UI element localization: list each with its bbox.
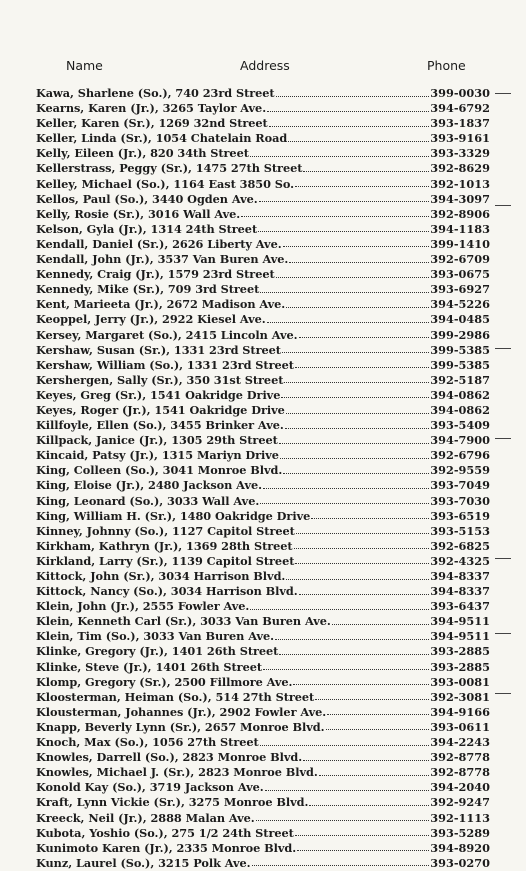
entry-phone: 392-1013 — [430, 176, 490, 191]
directory-entry — [36, 373, 490, 388]
directory-entry — [36, 388, 490, 403]
directory-entry — [36, 282, 490, 297]
entry-phone: 394-2243 — [430, 735, 490, 750]
entry-phone: 393-5153 — [430, 523, 490, 538]
directory-entry — [36, 478, 490, 493]
entry-name-address: Kelly, Rosie (Sr.), 3016 Wall Ave. — [36, 206, 241, 221]
margin-mark — [495, 693, 511, 694]
entry-name-address: Kelson, Gyla (Jr.), 1314 24th Street — [36, 221, 258, 236]
dot-leader — [286, 307, 429, 308]
entry-name-address: Kunimoto Karen (Jr.), 2335 Monroe Blvd. — [36, 840, 297, 855]
dot-leader — [286, 413, 430, 414]
entry-name-address: Kinney, Johnny (So.), 1127 Capitol Street — [36, 523, 295, 538]
dot-leader — [260, 292, 429, 293]
directory-entry — [36, 614, 490, 629]
entry-name-address: Kawa, Sharlene (So.), 740 23rd Street — [36, 86, 275, 100]
margin-mark — [495, 205, 511, 206]
entry-name-address: Kershaw, William (So.), 1331 23rd Street — [36, 357, 294, 372]
entry-phone: 393-0675 — [430, 267, 490, 282]
directory-entry — [36, 705, 490, 720]
directory-entry — [36, 675, 490, 690]
entry-phone: 399-0030 — [430, 86, 490, 100]
header-name: Name — [66, 58, 103, 73]
directory-entry — [36, 448, 490, 463]
entry-name-address: Kittock, Nancy (So.), 3034 Harrison Blvd. — [36, 584, 298, 599]
dot-leader — [289, 262, 429, 263]
directory-entry — [36, 192, 490, 207]
entry-phone: 393-9161 — [430, 131, 490, 146]
entry-phone: 394-0862 — [430, 402, 490, 417]
entry-phone: 392-4325 — [430, 553, 490, 568]
directory-entry — [36, 599, 490, 614]
entry-phone: 394-8920 — [430, 840, 490, 855]
entry-name-address: Kersey, Margaret (So.), 2415 Lincoln Ave. — [36, 327, 298, 342]
entry-phone: 393-6437 — [430, 599, 490, 614]
dot-leader — [267, 322, 430, 323]
entry-name-address: Kellos, Paul (So.), 3440 Ogden Ave. — [36, 191, 258, 206]
entry-phone: 394-9511 — [430, 629, 490, 644]
entry-phone: 394-2040 — [430, 780, 490, 795]
directory-entry — [36, 554, 490, 569]
entry-phone: 393-7049 — [430, 478, 490, 493]
directory-entry — [36, 524, 490, 539]
dot-leader — [282, 352, 429, 353]
directory-entry — [36, 690, 490, 705]
entry-phone: 392-8906 — [430, 206, 490, 221]
margin-mark — [495, 633, 511, 634]
dot-leader — [283, 473, 429, 474]
column-headers — [0, 58, 526, 78]
directory-entry — [36, 131, 490, 146]
directory-entry — [36, 826, 490, 841]
dot-leader — [296, 533, 429, 534]
entry-phone: 399-5385 — [430, 342, 490, 357]
dot-leader — [299, 337, 430, 338]
dot-leader — [275, 639, 429, 640]
entry-phone: 394-8337 — [430, 584, 490, 599]
dot-leader — [293, 684, 429, 685]
directory-entry — [36, 418, 490, 433]
dot-leader — [295, 186, 429, 187]
dot-leader — [279, 654, 429, 655]
entry-phone: 392-8629 — [430, 161, 490, 176]
dot-leader — [288, 141, 429, 142]
directory-entry — [36, 584, 490, 599]
entry-phone: 392-8778 — [430, 765, 490, 780]
entry-name-address: Keyes, Roger (Jr.), 1541 Oakridge Drive — [36, 402, 285, 417]
entry-name-address: Klousterman, Johannes (Jr.), 2902 Fowler Ave. — [36, 704, 327, 719]
directory-entry — [36, 161, 490, 176]
entry-name-address: Kelly, Eileen (Jr.), 820 34th Street — [36, 146, 249, 161]
entry-phone: 394-6792 — [430, 101, 490, 116]
entry-phone: 394-0862 — [430, 387, 490, 402]
directory-entry — [36, 297, 490, 312]
entry-name-address: Klein, John (Jr.), 2555 Fowler Ave. — [36, 599, 250, 614]
entry-phone: 394-3097 — [430, 191, 490, 206]
dot-leader — [263, 488, 429, 489]
entry-name-address: Klinke, Steve (Jr.), 1401 26th Street — [36, 659, 263, 674]
dot-leader — [283, 246, 430, 247]
directory-entry — [36, 494, 490, 509]
entry-name-address: Klomp, Gregory (Sr.), 2500 Fillmore Ave. — [36, 674, 293, 689]
entry-name-address: Klinke, Gregory (Jr.), 1401 26th Street — [36, 644, 279, 659]
directory-entry — [36, 720, 490, 735]
entry-name-address: Kirkham, Kathryn (Jr.), 1369 28th Street — [36, 538, 293, 553]
dot-leader — [276, 96, 430, 97]
directory-entry — [36, 403, 490, 418]
dot-leader — [295, 563, 429, 564]
entry-phone: 393-2885 — [430, 659, 490, 674]
entry-phone: 393-1837 — [430, 116, 490, 131]
dot-leader — [276, 277, 430, 278]
dot-leader — [279, 443, 429, 444]
directory-entry — [36, 735, 490, 750]
entry-name-address: Kittock, John (Sr.), 3034 Harrison Blvd. — [36, 569, 286, 583]
directory-entry — [36, 312, 490, 327]
margin-mark — [495, 558, 511, 559]
entry-phone: 392-9247 — [430, 795, 490, 810]
directory-entry — [36, 343, 490, 358]
entry-phone: 394-1183 — [430, 221, 490, 236]
entry-phone: 394-9166 — [430, 704, 490, 719]
entry-phone: 393-6927 — [430, 282, 490, 297]
directory-entry — [36, 116, 490, 131]
entry-name-address: Klein, Kenneth Carl (Sr.), 3033 Van Buren Ave. — [36, 614, 331, 629]
directory-entry — [36, 841, 490, 856]
dot-leader — [303, 760, 429, 761]
entry-name-address: Kershaw, Susan (Sr.), 1331 23rd Street — [36, 342, 281, 357]
directory-entry — [36, 267, 490, 282]
dot-leader — [295, 835, 429, 836]
dot-leader — [327, 714, 429, 715]
entry-name-address: Kunz, Laurel (So.), 3215 Polk Ave. — [36, 855, 251, 870]
entry-phone: 393-0270 — [430, 855, 490, 870]
margin-mark — [495, 93, 511, 94]
directory-entry — [36, 569, 490, 584]
entry-phone: 392-6709 — [430, 252, 490, 267]
entry-phone: 392-6825 — [430, 538, 490, 553]
entry-phone: 393-3329 — [430, 146, 490, 161]
entry-name-address: Kelley, Michael (So.), 1164 East 3850 So. — [36, 176, 295, 191]
entry-name-address: Knoch, Max (So.), 1056 27th Street — [36, 735, 259, 750]
dot-leader — [250, 156, 429, 157]
dot-leader — [319, 775, 429, 776]
entry-phone: 392-3081 — [430, 689, 490, 704]
entry-phone: 393-5409 — [430, 418, 490, 433]
dot-leader — [332, 624, 430, 625]
entry-phone: 393-2885 — [430, 644, 490, 659]
directory-entry — [36, 463, 490, 478]
directory-entry — [36, 146, 490, 161]
dot-leader — [281, 397, 429, 398]
entry-name-address: Kellerstrass, Peggy (Sr.), 1475 27th Street — [36, 161, 303, 176]
entry-phone: 394-7900 — [430, 433, 490, 448]
entry-name-address: Keller, Karen (Sr.), 1269 32nd Street — [36, 116, 268, 131]
header-address: Address — [240, 58, 290, 73]
directory-entry — [36, 660, 490, 675]
entry-name-address: Kennedy, Mike (Sr.), 709 3rd Street — [36, 282, 260, 297]
directory-entry — [36, 252, 490, 267]
dot-leader — [260, 745, 430, 746]
header-phone: Phone — [427, 58, 466, 73]
entry-name-address: Kubota, Yoshio (So.), 275 1/2 24th Street — [36, 825, 294, 840]
entry-name-address: Kearns, Karen (Jr.), 3265 Taylor Ave. — [36, 101, 267, 116]
entry-phone: 399-1410 — [430, 236, 490, 251]
dot-leader — [259, 201, 430, 202]
entry-name-address: Kennedy, Craig (Jr.), 1579 23rd Street — [36, 267, 275, 282]
dot-leader — [284, 382, 429, 383]
entry-name-address: Kendall, John (Jr.), 3537 Van Buren Ave. — [36, 252, 289, 267]
entry-name-address: Killpack, Janice (Jr.), 1305 29th Street — [36, 433, 278, 448]
entry-name-address: Kraft, Lynn Vickie (Sr.), 3275 Monroe Blvd. — [36, 795, 309, 810]
dot-leader — [286, 579, 429, 580]
dot-leader — [269, 126, 430, 127]
directory-entry — [36, 644, 490, 659]
entry-phone: 392-1113 — [430, 810, 490, 825]
entry-name-address: Kent, Marieeta (Jr.), 2672 Madison Ave. — [36, 297, 286, 312]
margin-mark — [495, 348, 511, 349]
dot-leader — [280, 458, 429, 459]
directory-entry — [36, 207, 490, 222]
dot-leader — [263, 669, 429, 670]
entry-name-address: King, Eloise (Jr.), 2480 Jackson Ave. — [36, 478, 262, 493]
dot-leader — [309, 805, 429, 806]
entry-name-address: Konold Kay (So.), 3719 Jackson Ave. — [36, 780, 264, 795]
directory-entry — [36, 629, 490, 644]
directory-entry — [36, 811, 490, 826]
entry-name-address: King, Leonard (So.), 3033 Wall Ave. — [36, 493, 260, 508]
entry-phone: 392-5187 — [430, 372, 490, 387]
dot-leader — [303, 171, 429, 172]
entry-phone: 392-6796 — [430, 448, 490, 463]
dot-leader — [258, 231, 429, 232]
dot-leader — [241, 216, 429, 217]
entry-name-address: Kirkland, Larry (Sr.), 1139 Capitol Street — [36, 553, 295, 568]
dot-leader — [295, 367, 429, 368]
directory-entry — [36, 509, 490, 524]
entry-name-address: Knowles, Darrell (So.), 2823 Monroe Blvd. — [36, 750, 303, 765]
dot-leader — [297, 850, 429, 851]
directory-entry — [36, 101, 490, 116]
directory-entry — [36, 765, 490, 780]
dot-leader — [311, 518, 429, 519]
entry-phone: 394-5226 — [430, 297, 490, 312]
directory-listing — [36, 86, 490, 871]
entry-phone: 392-9559 — [430, 463, 490, 478]
entry-phone: 399-5385 — [430, 357, 490, 372]
dot-leader — [250, 609, 429, 610]
entry-name-address: Keller, Linda (Sr.), 1054 Chatelain Road — [36, 131, 288, 146]
directory-entry — [36, 780, 490, 795]
entry-phone: 393-5289 — [430, 825, 490, 840]
entry-phone: 393-7030 — [430, 493, 490, 508]
entry-phone: 393-6519 — [430, 508, 490, 523]
directory-entry — [36, 177, 490, 192]
dot-leader — [299, 594, 430, 595]
entry-name-address: Kendall, Daniel (Sr.), 2626 Liberty Ave. — [36, 236, 282, 251]
dot-leader — [294, 548, 430, 549]
entry-name-address: King, William H. (Sr.), 1480 Oakridge Drive — [36, 508, 311, 523]
directory-entry — [36, 237, 490, 252]
entry-name-address: Knowles, Michael J. (Sr.), 2823 Monroe Blvd. — [36, 765, 318, 780]
entry-name-address: Keyes, Greg (Sr.), 1541 Oakridge Drive — [36, 387, 281, 402]
dot-leader — [285, 428, 430, 429]
entry-phone: 399-2986 — [430, 327, 490, 342]
entry-phone: 393-0611 — [430, 719, 490, 734]
entry-phone: 394-9511 — [430, 614, 490, 629]
entry-name-address: Knapp, Beverly Lynn (Sr.), 2657 Monroe Blvd. — [36, 719, 325, 734]
dot-leader — [267, 111, 429, 112]
directory-entry — [36, 86, 490, 101]
directory-entry — [36, 358, 490, 373]
directory-entry — [36, 539, 490, 554]
entry-name-address: Kincaid, Patsy (Jr.), 1315 Mariyn Drive — [36, 448, 279, 463]
entry-name-address: Kloosterman, Heiman (So.), 514 27th Street — [36, 689, 315, 704]
entry-phone: 392-8778 — [430, 750, 490, 765]
entry-name-address: Keoppel, Jerry (Jr.), 2922 Kiesel Ave. — [36, 312, 266, 327]
dot-leader — [252, 865, 430, 866]
margin-mark — [495, 438, 511, 439]
entry-name-address: Killfoyle, Ellen (So.), 3455 Brinker Ave. — [36, 418, 284, 433]
entry-phone: 394-8337 — [430, 569, 490, 583]
entry-name-address: Kershergen, Sally (Sr.), 350 31st Street — [36, 372, 284, 387]
directory-entry — [36, 750, 490, 765]
directory-entry — [36, 856, 490, 871]
directory-entry — [36, 795, 490, 810]
dot-leader — [260, 503, 429, 504]
directory-entry — [36, 328, 490, 343]
entry-name-address: King, Colleen (So.), 3041 Monroe Blvd. — [36, 463, 283, 478]
dot-leader — [326, 729, 430, 730]
dot-leader — [265, 790, 430, 791]
entry-name-address: Klein, Tim (So.), 3033 Van Buren Ave. — [36, 629, 274, 644]
entry-phone: 394-0485 — [430, 312, 490, 327]
entry-phone: 393-0081 — [430, 674, 490, 689]
entry-name-address: Kreeck, Neil (Jr.), 2888 Malan Ave. — [36, 810, 255, 825]
directory-entry — [36, 222, 490, 237]
dot-leader — [315, 699, 429, 700]
directory-entry — [36, 433, 490, 448]
